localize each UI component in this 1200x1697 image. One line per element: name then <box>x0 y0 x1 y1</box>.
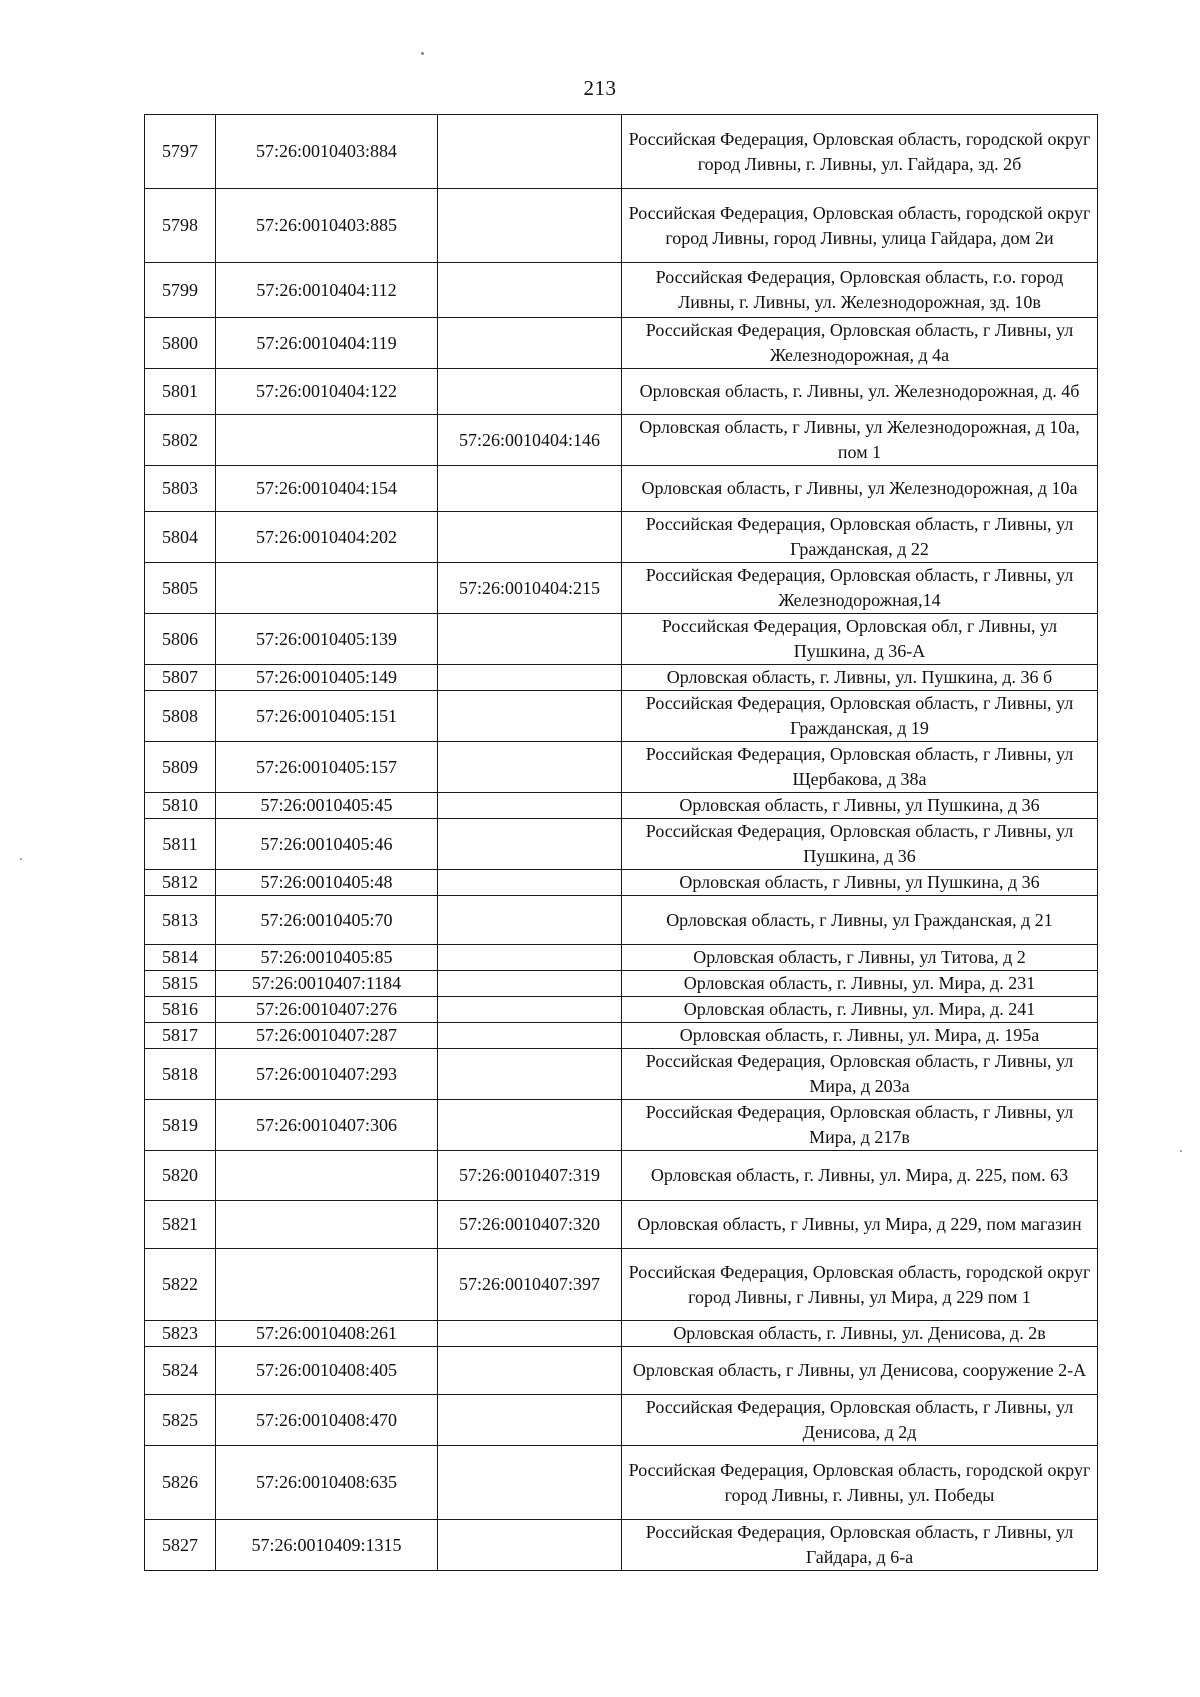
address-cell: Российская Федерация, Орловская область, г Ливны, ул Мира, д 217в <box>622 1100 1098 1151</box>
row-number-cell: 5816 <box>145 997 216 1023</box>
table-row <box>145 263 1098 318</box>
table-row <box>145 1395 1098 1446</box>
address-cell: Орловская область, г Ливны, ул Пушкина, д 36 <box>622 870 1098 896</box>
cadastral-number-cell: 57:26:0010408:261 <box>216 1321 438 1347</box>
parent-cadastral-number-cell: 57:26:0010407:320 <box>438 1201 622 1249</box>
row-number-cell: 5803 <box>145 466 216 512</box>
cadastral-number-cell: 57:26:0010405:70 <box>216 896 438 945</box>
address-cell: Орловская область, г. Ливны, ул. Пушкина, д. 36 б <box>622 665 1098 691</box>
address-cell: Российская Федерация, Орловская область, г Ливны, ул Пушкина, д 36 <box>622 819 1098 870</box>
cadastral-number-cell: 57:26:0010405:151 <box>216 691 438 742</box>
address-cell: Орловская область, г. Ливны, ул. Железнодорожная, д. 4б <box>622 369 1098 415</box>
parent-cadastral-number-cell <box>438 1520 622 1571</box>
cadastral-number-cell <box>216 563 438 614</box>
table-row <box>145 1321 1098 1347</box>
row-number-cell: 5804 <box>145 512 216 563</box>
row-number-cell: 5821 <box>145 1201 216 1249</box>
table-row <box>145 369 1098 415</box>
table-row <box>145 1201 1098 1249</box>
cadastral-number-cell: 57:26:0010407:276 <box>216 997 438 1023</box>
address-cell: Орловская область, г. Ливны, ул. Мира, д. 225, пом. 63 <box>622 1151 1098 1201</box>
table-row <box>145 1446 1098 1520</box>
address-cell: Российская Федерация, Орловская область, г Ливны, ул Денисова, д 2д <box>622 1395 1098 1446</box>
row-number-cell: 5817 <box>145 1023 216 1049</box>
cadastral-number-cell: 57:26:0010409:1315 <box>216 1520 438 1571</box>
parent-cadastral-number-cell: 57:26:0010407:397 <box>438 1249 622 1321</box>
scan-speck <box>1180 1150 1182 1152</box>
row-number-cell: 5811 <box>145 819 216 870</box>
address-cell: Орловская область, г Ливны, ул Пушкина, д 36 <box>622 793 1098 819</box>
cadastral-number-cell: 57:26:0010405:139 <box>216 614 438 665</box>
cadastral-number-cell: 57:26:0010408:635 <box>216 1446 438 1520</box>
cadastral-number-cell: 57:26:0010408:405 <box>216 1347 438 1395</box>
row-number-cell: 5825 <box>145 1395 216 1446</box>
address-cell: Орловская область, г. Ливны, ул. Мира, д. 195а <box>622 1023 1098 1049</box>
row-number-cell: 5823 <box>145 1321 216 1347</box>
table-row <box>145 1023 1098 1049</box>
cadastral-number-cell <box>216 1201 438 1249</box>
table-row <box>145 1049 1098 1100</box>
table-row <box>145 896 1098 945</box>
parent-cadastral-number-cell <box>438 997 622 1023</box>
address-cell: Орловская область, г Ливны, ул Титова, д 2 <box>622 945 1098 971</box>
address-cell: Российская Федерация, Орловская область, г Ливны, ул Мира, д 203а <box>622 1049 1098 1100</box>
row-number-cell: 5827 <box>145 1520 216 1571</box>
row-number-cell: 5814 <box>145 945 216 971</box>
table-row <box>145 742 1098 793</box>
row-number-cell: 5824 <box>145 1347 216 1395</box>
row-number-cell: 5808 <box>145 691 216 742</box>
cadastral-number-cell: 57:26:0010404:122 <box>216 369 438 415</box>
table-row <box>145 691 1098 742</box>
parent-cadastral-number-cell <box>438 819 622 870</box>
row-number-cell: 5800 <box>145 318 216 369</box>
cadastral-number-cell: 57:26:0010407:306 <box>216 1100 438 1151</box>
parent-cadastral-number-cell <box>438 115 622 189</box>
scan-speck <box>421 52 424 55</box>
address-cell: Российская Федерация, Орловская область, городской округ город Ливны, г Ливны, ул Мира, д 229 пом 1 <box>622 1249 1098 1321</box>
table-row <box>145 614 1098 665</box>
cadastral-number-cell: 57:26:0010407:1184 <box>216 971 438 997</box>
address-cell: Орловская область, г Ливны, ул Гражданская, д 21 <box>622 896 1098 945</box>
row-number-cell: 5822 <box>145 1249 216 1321</box>
cadastral-number-cell: 57:26:0010405:85 <box>216 945 438 971</box>
parent-cadastral-number-cell <box>438 1395 622 1446</box>
row-number-cell: 5802 <box>145 415 216 466</box>
cadastral-number-cell: 57:26:0010408:470 <box>216 1395 438 1446</box>
parent-cadastral-number-cell <box>438 1321 622 1347</box>
row-number-cell: 5820 <box>145 1151 216 1201</box>
row-number-cell: 5810 <box>145 793 216 819</box>
row-number-cell: 5798 <box>145 189 216 263</box>
cadastral-number-cell: 57:26:0010404:154 <box>216 466 438 512</box>
cadastral-number-cell <box>216 415 438 466</box>
cadastral-number-cell: 57:26:0010405:48 <box>216 870 438 896</box>
row-number-cell: 5815 <box>145 971 216 997</box>
parent-cadastral-number-cell <box>438 870 622 896</box>
address-cell: Орловская область, г Ливны, ул Мира, д 229, пом магазин <box>622 1201 1098 1249</box>
address-cell: Российская Федерация, Орловская область, г Ливны, ул Щербакова, д 38а <box>622 742 1098 793</box>
table-row <box>145 1151 1098 1201</box>
parent-cadastral-number-cell <box>438 1347 622 1395</box>
row-number-cell: 5799 <box>145 263 216 318</box>
cadastral-number-cell: 57:26:0010403:884 <box>216 115 438 189</box>
parent-cadastral-number-cell <box>438 691 622 742</box>
cadastral-number-cell: 57:26:0010405:46 <box>216 819 438 870</box>
registry-table <box>144 114 1098 1571</box>
page-number: 213 <box>583 76 617 100</box>
cadastral-number-cell: 57:26:0010407:287 <box>216 1023 438 1049</box>
table-row <box>145 971 1098 997</box>
row-number-cell: 5813 <box>145 896 216 945</box>
cadastral-number-cell: 57:26:0010407:293 <box>216 1049 438 1100</box>
parent-cadastral-number-cell: 57:26:0010404:215 <box>438 563 622 614</box>
table-row <box>145 819 1098 870</box>
table-row <box>145 1347 1098 1395</box>
address-cell: Орловская область, г Ливны, ул Железнодорожная, д 10а, пом 1 <box>622 415 1098 466</box>
address-cell: Орловская область, г. Ливны, ул. Денисова, д. 2в <box>622 1321 1098 1347</box>
parent-cadastral-number-cell: 57:26:0010404:146 <box>438 415 622 466</box>
table-row <box>145 1249 1098 1321</box>
address-cell: Орловская область, г Ливны, ул Денисова, сооружение 2-А <box>622 1347 1098 1395</box>
table-row <box>145 945 1098 971</box>
parent-cadastral-number-cell <box>438 793 622 819</box>
table-row <box>145 189 1098 263</box>
parent-cadastral-number-cell <box>438 1446 622 1520</box>
table-row <box>145 997 1098 1023</box>
cadastral-number-cell <box>216 1249 438 1321</box>
parent-cadastral-number-cell <box>438 318 622 369</box>
row-number-cell: 5807 <box>145 665 216 691</box>
parent-cadastral-number-cell <box>438 512 622 563</box>
row-number-cell: 5819 <box>145 1100 216 1151</box>
table-row <box>145 563 1098 614</box>
table-row <box>145 415 1098 466</box>
parent-cadastral-number-cell: 57:26:0010407:319 <box>438 1151 622 1201</box>
row-number-cell: 5797 <box>145 115 216 189</box>
parent-cadastral-number-cell <box>438 1023 622 1049</box>
registry-table-body <box>145 115 1098 1571</box>
cadastral-number-cell: 57:26:0010405:45 <box>216 793 438 819</box>
table-row <box>145 793 1098 819</box>
table-row <box>145 1100 1098 1151</box>
parent-cadastral-number-cell <box>438 614 622 665</box>
parent-cadastral-number-cell <box>438 263 622 318</box>
row-number-cell: 5801 <box>145 369 216 415</box>
parent-cadastral-number-cell <box>438 189 622 263</box>
parent-cadastral-number-cell <box>438 665 622 691</box>
parent-cadastral-number-cell <box>438 1100 622 1151</box>
address-cell: Российская Федерация, Орловская область, г Ливны, ул Гражданская, д 22 <box>622 512 1098 563</box>
table-row <box>145 512 1098 563</box>
row-number-cell: 5805 <box>145 563 216 614</box>
table-row <box>145 466 1098 512</box>
cadastral-number-cell: 57:26:0010404:202 <box>216 512 438 563</box>
address-cell: Российская Федерация, Орловская область, г Ливны, ул Железнодорожная, д 4а <box>622 318 1098 369</box>
parent-cadastral-number-cell <box>438 369 622 415</box>
parent-cadastral-number-cell <box>438 896 622 945</box>
address-cell: Орловская область, г. Ливны, ул. Мира, д. 241 <box>622 997 1098 1023</box>
row-number-cell: 5818 <box>145 1049 216 1100</box>
cadastral-number-cell: 57:26:0010404:119 <box>216 318 438 369</box>
address-cell: Российская Федерация, Орловская область, г Ливны, ул Гражданская, д 19 <box>622 691 1098 742</box>
address-cell: Российская Федерация, Орловская область, городской округ город Ливны, г. Ливны, ул. Гайдара, зд. 2б <box>622 115 1098 189</box>
parent-cadastral-number-cell <box>438 466 622 512</box>
address-cell: Российская Федерация, Орловская область, городской округ город Ливны, г. Ливны, ул. Победы <box>622 1446 1098 1520</box>
cadastral-number-cell <box>216 1151 438 1201</box>
table-row <box>145 115 1098 189</box>
parent-cadastral-number-cell <box>438 742 622 793</box>
address-cell: Российская Федерация, Орловская обл, г Ливны, ул Пушкина, д 36-А <box>622 614 1098 665</box>
cadastral-number-cell: 57:26:0010405:157 <box>216 742 438 793</box>
row-number-cell: 5826 <box>145 1446 216 1520</box>
address-cell: Орловская область, г Ливны, ул Железнодорожная, д 10а <box>622 466 1098 512</box>
address-cell: Российская Федерация, Орловская область, г Ливны, ул Железнодорожная,14 <box>622 563 1098 614</box>
table-row <box>145 665 1098 691</box>
row-number-cell: 5809 <box>145 742 216 793</box>
parent-cadastral-number-cell <box>438 1049 622 1100</box>
cadastral-number-cell: 57:26:0010405:149 <box>216 665 438 691</box>
parent-cadastral-number-cell <box>438 971 622 997</box>
address-cell: Российская Федерация, Орловская область, городской округ город Ливны, город Ливны, улица Гайдара, дом 2и <box>622 189 1098 263</box>
cadastral-number-cell: 57:26:0010403:885 <box>216 189 438 263</box>
row-number-cell: 5812 <box>145 870 216 896</box>
table-row <box>145 1520 1098 1571</box>
address-cell: Орловская область, г. Ливны, ул. Мира, д. 231 <box>622 971 1098 997</box>
parent-cadastral-number-cell <box>438 945 622 971</box>
table-row <box>145 870 1098 896</box>
scan-speck <box>20 858 22 860</box>
table-row <box>145 318 1098 369</box>
cadastral-number-cell: 57:26:0010404:112 <box>216 263 438 318</box>
row-number-cell: 5806 <box>145 614 216 665</box>
address-cell: Российская Федерация, Орловская область, г.о. город Ливны, г. Ливны, ул. Железнодорожная, зд. 10в <box>622 263 1098 318</box>
address-cell: Российская Федерация, Орловская область, г Ливны, ул Гайдара, д 6-а <box>622 1520 1098 1571</box>
